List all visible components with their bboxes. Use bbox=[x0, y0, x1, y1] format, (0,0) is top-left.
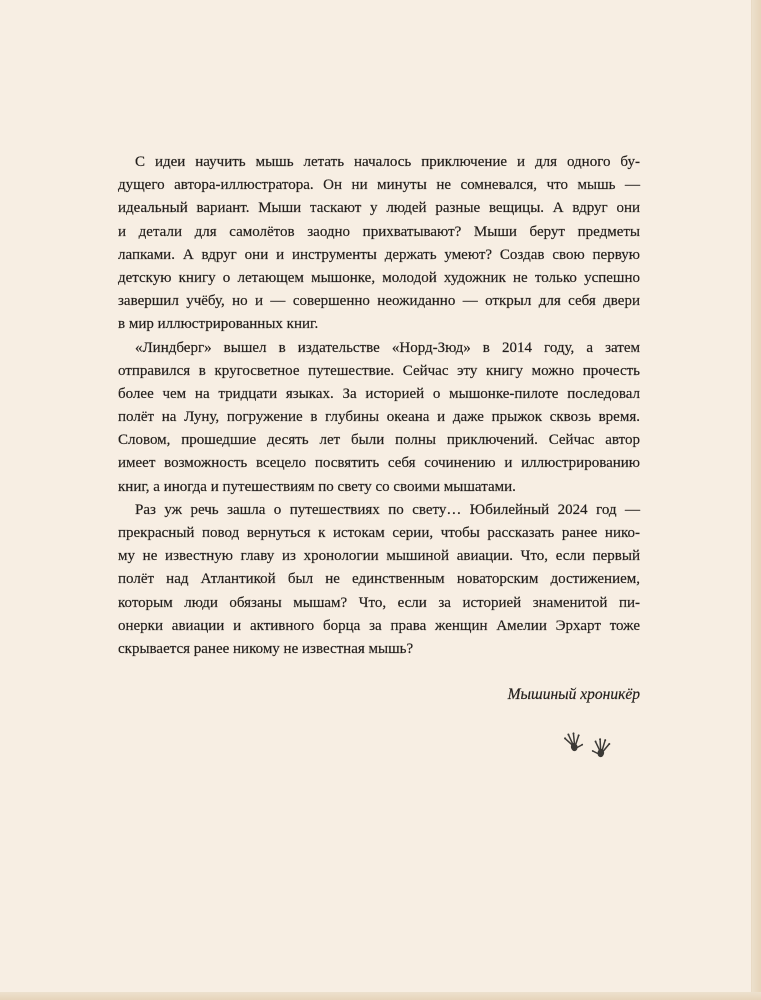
text-line: Раз уж речь зашла о путешествиях по свету… Юбилейный 2024 год — bbox=[135, 501, 640, 518]
text-line: имеет возможность всецело посвятить себя сочинению и иллюстрированию bbox=[118, 455, 640, 472]
text-line: детскую книгу о летающем мышонке, молодой художник не только успешно bbox=[118, 269, 640, 286]
article-text bbox=[118, 151, 640, 661]
text-line: книг, а иногда и путешествиям по свету со своими мышатами. bbox=[118, 478, 516, 495]
text-line: скрывается ранее никому не известная мышь? bbox=[118, 640, 414, 657]
text-line: завершил учёбу, но и — совершенно неожиданно — открыл для себя двери bbox=[118, 293, 640, 310]
paw-print-left-icon bbox=[563, 731, 584, 753]
text-line: Словом, прошедшие десять лет были полны приключений. Сейчас автор bbox=[118, 432, 640, 449]
text-line: полёт над Атлантикой был не единственным новаторским достижением, bbox=[118, 571, 640, 588]
text-line: более чем на тридцати языках. За историей о мышонке-пилоте последовал bbox=[118, 385, 640, 402]
text-line: прекрасный повод вернуться к истокам серии, чтобы рассказать ранее нико- bbox=[118, 525, 640, 541]
text-line: С идеи научить мышь летать началось приключение и для одного бу- bbox=[135, 154, 640, 170]
text-line: и детали для самолётов заодно прихватывают? Мыши берут предметы bbox=[118, 223, 640, 240]
text-line: «Линдберг» вышел в издательстве «Норд-Зюд» в 2014 году, а затем bbox=[135, 339, 640, 356]
mouse-paw-prints-icon bbox=[558, 722, 618, 766]
paragraph-3 bbox=[118, 499, 640, 661]
text-line: лапками. А вдруг они и инструменты держать умеют? Создав свою первую bbox=[118, 246, 640, 263]
page-edge-bottom bbox=[0, 992, 761, 1000]
paragraph-1 bbox=[118, 151, 640, 337]
text-line: идеальный вариант. Мыши таскают у людей разные вещицы. А вдруг они bbox=[118, 200, 640, 217]
text-line: дущего автора-иллюстратора. Он ни минуты не сомневался, что мышь — bbox=[118, 177, 640, 194]
paw-print-right-icon bbox=[591, 737, 611, 758]
author-signature: Мышиный хроникёр bbox=[507, 686, 640, 703]
text-line: которым люди обязаны мышам? Что, если за историей знаменитой пи- bbox=[118, 594, 640, 611]
text-line: полёт на Луну, погружение в глубины океана и даже прыжок сквозь время. bbox=[118, 409, 640, 426]
text-line: му не известную главу из хронологии мышиной авиации. Что, если первый bbox=[118, 548, 640, 565]
text-line: онерки авиации и активного борца за права женщин Амелии Эрхарт тоже bbox=[118, 617, 640, 634]
text-line: отправился в кругосветное путешествие. Сейчас эту книгу можно прочесть bbox=[118, 362, 640, 379]
paragraph-2 bbox=[118, 337, 640, 499]
page-edge-right bbox=[751, 0, 761, 1000]
text-line: в мир иллюстрированных книг. bbox=[118, 316, 319, 333]
